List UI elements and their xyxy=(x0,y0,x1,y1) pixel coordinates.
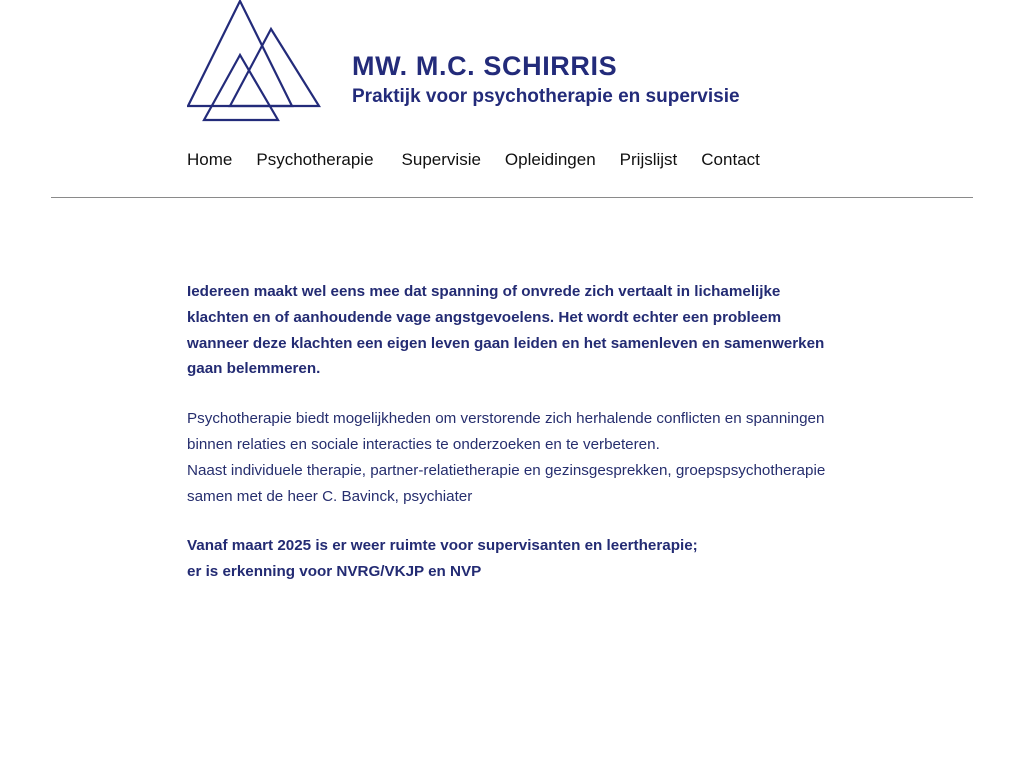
site-title[interactable]: MW. M.C. SCHIRRIS xyxy=(352,51,618,81)
body-paragraph xyxy=(187,406,837,509)
nav-item-prijslijst[interactable]: Prijslijst xyxy=(619,150,678,169)
nav-item-opleidingen[interactable]: Opleidingen xyxy=(504,150,596,169)
header-divider xyxy=(51,197,973,198)
main-nav xyxy=(187,148,784,172)
intro-paragraph: Iedereen maakt wel eens mee dat spanning of onvrede zich vertaalt in lichamelijke klachten en of aanhoudende vage angstgevoelens. Het wordt echter een probleem wanneer deze klachten een eigen leven gaan leiden en het samenleven en samenwerken gaan belemmeren. xyxy=(187,283,825,378)
announcement-line: Vanaf maart 2025 is er weer ruimte voor supervisanten en leertherapie; xyxy=(187,537,698,555)
triangles-logo-icon[interactable] xyxy=(187,0,321,122)
nav-item-home[interactable]: Home xyxy=(187,150,233,169)
announcement-line: er is erkenning voor NVRG/VKJP en NVP xyxy=(187,563,482,581)
body-text-line: Naast individuele therapie, partner-relatietherapie en gezinsgesprekken, groepspsychotherapie samen met de heer C. Bavinck, psychiater xyxy=(187,461,826,505)
nav-item-contact[interactable]: Contact xyxy=(701,150,760,169)
main-content xyxy=(187,279,837,609)
nav-item-psychotherapie[interactable]: Psychotherapie xyxy=(256,150,374,169)
body-text-line: Psychotherapie biedt mogelijkheden om verstorende zich herhalende conflicten en spanningen binnen relaties en sociale interacties te onderzoeken en te verbeteren. xyxy=(187,410,825,453)
nav-item-supervisie[interactable]: Supervisie xyxy=(401,150,481,169)
site-subtitle: Praktijk voor psychotherapie en supervisie xyxy=(352,86,740,107)
announcement-paragraph xyxy=(187,533,837,585)
site-header xyxy=(0,0,1024,199)
